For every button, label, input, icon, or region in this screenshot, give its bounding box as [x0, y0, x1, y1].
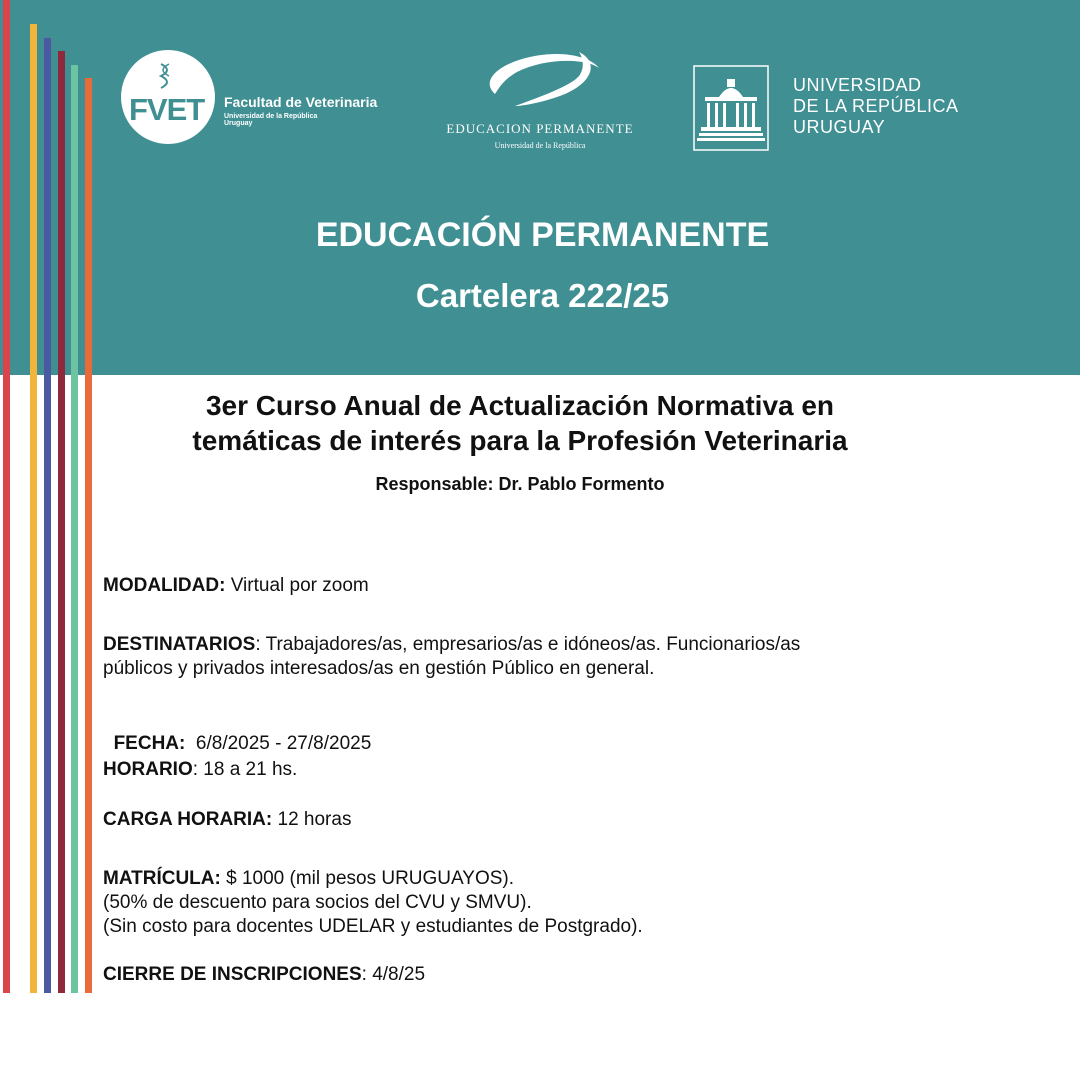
ep-swoosh-icon — [475, 36, 605, 114]
fecha-value: 6/8/2025 - 27/8/2025 — [185, 733, 372, 754]
fvet-label — [224, 94, 377, 127]
horario-row — [103, 758, 297, 782]
destinatarios-value1: : Trabajadores/as, empresarios/as e idóneos/as. Funcionarios/as — [255, 634, 801, 655]
udelar-line1: UNIVERSIDAD — [793, 75, 922, 95]
dna-helix-icon — [158, 62, 172, 90]
stripe-maroon — [58, 51, 65, 993]
carga-row — [103, 808, 351, 832]
stripe-red — [3, 0, 10, 993]
cierre-value: : 4/8/25 — [361, 964, 426, 985]
modalidad-label: MODALIDAD: — [103, 575, 226, 596]
fvet-name: Facultad de Veterinaria — [224, 94, 378, 110]
udelar-logo — [693, 65, 959, 156]
udelar-building-icon — [693, 65, 769, 151]
matricula-line2: (50% de descuento para socios del CVU y SMVU). — [103, 892, 532, 913]
fvet-badge-text: FVET — [129, 92, 205, 127]
modalidad-row — [103, 574, 369, 598]
stripe-blue — [44, 38, 51, 993]
destinatarios-row — [103, 633, 800, 681]
carga-value: 12 horas — [272, 809, 352, 830]
modalidad-value: Virtual por zoom — [225, 575, 369, 596]
cartelera-number: Cartelera 222/25 — [415, 277, 670, 314]
destinatarios-value2: públicos y privados interesados/as en gestión Público en general. — [103, 658, 655, 679]
course-title-line2: temáticas de interés para la Profesión Veterinaria — [192, 425, 848, 456]
horario-label: HORARIO — [103, 759, 193, 780]
carga-label: CARGA HORARIA: — [103, 809, 273, 830]
udelar-line3: URUGUAY — [793, 117, 886, 137]
ep-logo — [430, 36, 650, 150]
stripe-yellow — [30, 24, 37, 993]
fvet-sub2: Uruguay — [224, 120, 253, 127]
course-responsable: Responsable: Dr. Pablo Formento — [375, 474, 665, 494]
horario-value: : 18 a 21 hs. — [192, 759, 298, 780]
destinatarios-label: DESTINATARIOS — [103, 634, 256, 655]
fecha-label: FECHA: — [113, 733, 186, 754]
cierre-row — [103, 963, 425, 987]
ep-sub: Universidad de la República — [494, 141, 586, 150]
page-title: EDUCACIÓN PERMANENTE — [315, 216, 770, 254]
fvet-logo — [121, 50, 378, 144]
fvet-sub1: Universidad de la República — [224, 113, 318, 120]
matricula-value: $ 1000 (mil pesos URUGUAYOS). — [220, 868, 515, 889]
udelar-line2: DE LA REPÚBLICA — [793, 96, 959, 116]
stripe-green — [71, 65, 78, 993]
fvet-badge — [121, 50, 215, 144]
matricula-label: MATRÍCULA: — [103, 868, 221, 889]
udelar-text — [793, 75, 959, 138]
matricula-row — [103, 867, 643, 939]
ep-name: EDUCACION PERMANENTE — [446, 121, 634, 136]
course-title-line1: 3er Curso Anual de Actualización Normativa en — [205, 390, 835, 421]
matricula-line3: (Sin costo para docentes UDELAR y estudiantes de Postgrado). — [103, 916, 643, 937]
fecha-row — [103, 708, 371, 756]
cierre-label: CIERRE DE INSCRIPCIONES — [103, 964, 362, 985]
